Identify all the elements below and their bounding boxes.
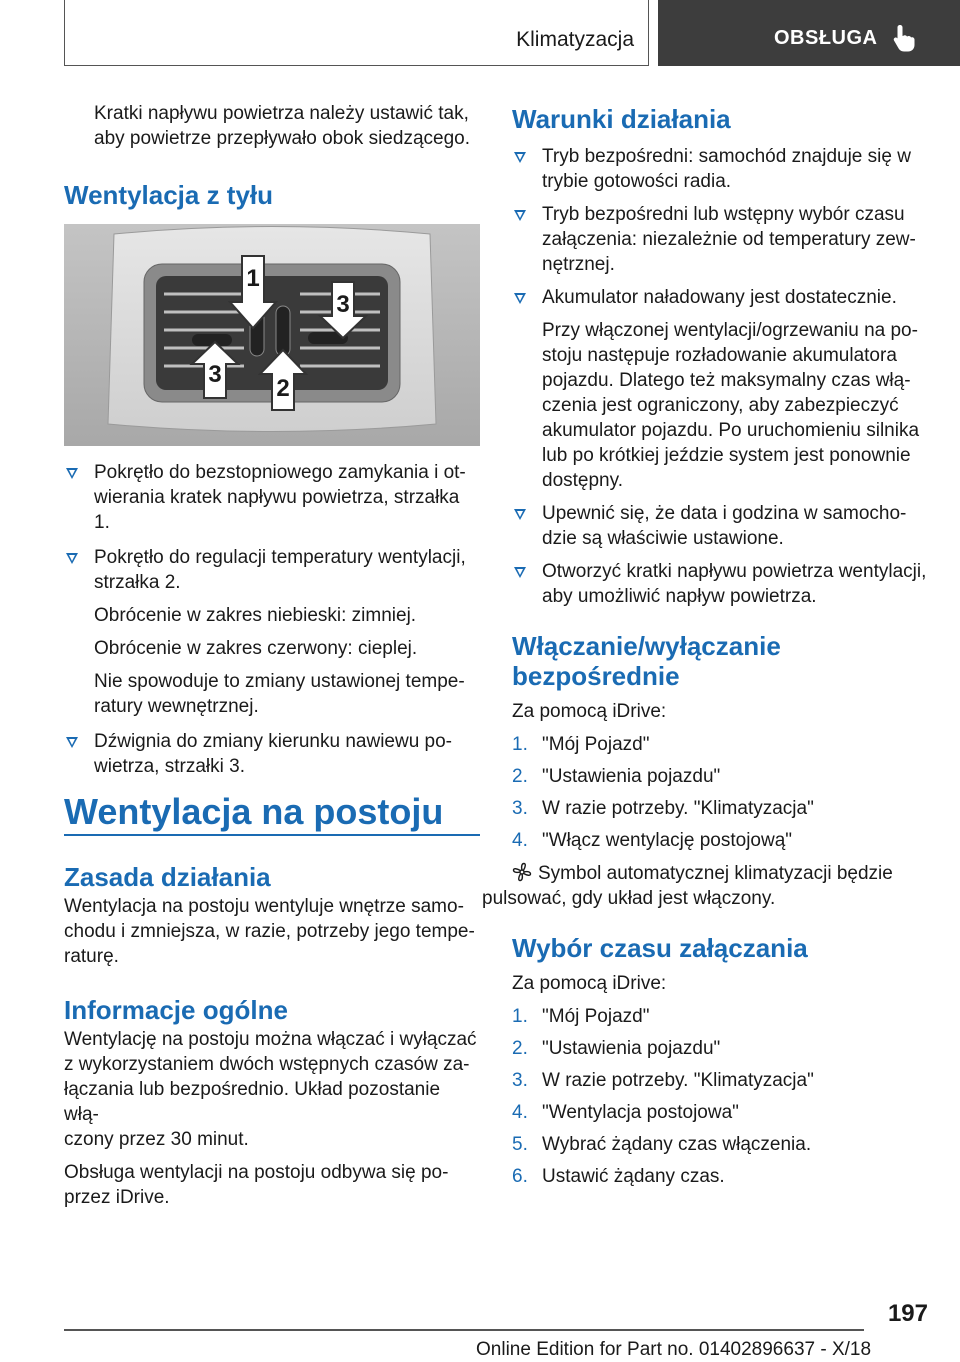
symbol-paragraph <box>482 861 927 911</box>
list-item <box>512 559 927 609</box>
text-line: Przy włączonej wentylacji/ogrzewaniu na po- <box>542 320 918 341</box>
steps-list-timer <box>512 1004 927 1189</box>
sub-paragraph <box>64 669 480 719</box>
steps-list-direct <box>512 732 927 853</box>
step-number: 4. <box>512 1102 528 1123</box>
list-item <box>64 460 480 535</box>
step-number: 6. <box>512 1166 528 1187</box>
heading-line: Włączanie/wyłączanie <box>512 631 781 661</box>
text-line: Otworzyć kratki napływu powietrza wentylacji, <box>542 561 927 582</box>
intro-paragraph <box>94 101 484 151</box>
triangle-bullet-icon <box>514 567 526 578</box>
list-item <box>512 732 927 757</box>
text-line: Kratki napływu powietrza należy ustawić tak, <box>94 103 469 124</box>
list-item <box>512 1068 927 1093</box>
triangle-bullet-icon <box>66 737 78 748</box>
text-line: chodu i zmniejsza, w razie, potrzeby jego tempe- <box>64 921 475 942</box>
text-line: trybie gotowości radia. <box>542 171 732 192</box>
text-line: raturę. <box>64 946 119 967</box>
via-idrive-label: Za pomocą iDrive: <box>512 973 667 994</box>
text-line: załączenia: niezależnie od temperatury zew- <box>542 229 916 250</box>
rear-vent-illustration <box>64 224 480 446</box>
text-line: Wentylację na postoju można włączać i wyłączać <box>64 1029 477 1050</box>
text-line: nętrznej. <box>542 254 615 275</box>
list-item <box>64 729 480 779</box>
right-column <box>482 104 927 1189</box>
text-line: Upewnić się, że data i godzina w samocho- <box>542 503 907 524</box>
list-item <box>64 545 480 595</box>
heading-timer: Wybór czasu załączania <box>512 933 808 963</box>
text-line: lub po krótkiej jeździe system jest ponownie <box>542 445 911 466</box>
step-number: 3. <box>512 1070 528 1091</box>
list-item <box>512 501 927 551</box>
triangle-bullet-icon <box>514 509 526 520</box>
text-line: Wentylacja na postoju wentyluje wnętrze samo- <box>64 896 464 917</box>
list-item <box>512 828 927 853</box>
list-item <box>512 1004 927 1029</box>
step-text: "Ustawienia pojazdu" <box>542 1038 721 1059</box>
text-line: ratury wewnętrznej. <box>94 696 259 717</box>
hand-pointer-icon <box>892 23 916 53</box>
step-text: "Mój Pojazd" <box>542 1006 650 1027</box>
footer-rule <box>64 1329 864 1331</box>
step-number: 1. <box>512 734 528 755</box>
triangle-bullet-icon <box>66 553 78 564</box>
heading-line: bezpośrednie <box>512 661 680 691</box>
step-number: 2. <box>512 1038 528 1059</box>
list-item <box>512 202 927 277</box>
header-section-box <box>64 0 649 66</box>
text-line: przez iDrive. <box>64 1187 170 1208</box>
list-item <box>512 285 927 310</box>
text-line: dzie są właściwie ustawione. <box>542 528 784 549</box>
triangle-bullet-icon <box>66 468 78 479</box>
triangle-bullet-icon <box>514 152 526 163</box>
left-column-list <box>64 460 480 779</box>
text-line: akumulator pojazdu. Po uruchomieniu silnika <box>542 420 920 441</box>
text-line: Akumulator naładowany jest dostatecznie. <box>542 287 897 308</box>
step-number: 1. <box>512 1006 528 1027</box>
page-number: 197 <box>887 1300 928 1327</box>
text-line: czony przez 30 minut. <box>64 1129 249 1150</box>
text-line: Pokrętło do bezstopniowego zamykania i ot- <box>94 462 466 483</box>
text-line: Obsługa wentylacji na postoju odbywa się po- <box>64 1162 449 1183</box>
text-line: stoju następuje rozładowanie akumulatora <box>542 345 897 366</box>
text-line: czenia jest ograniczony, aby zabezpieczyć <box>542 395 899 416</box>
list-item <box>512 1100 927 1125</box>
triangle-bullet-icon <box>514 293 526 304</box>
list-item <box>512 1036 927 1061</box>
figure-label-3b: 3 <box>208 361 222 388</box>
text-line: łączania lub bezpośrednio. Układ pozostanie włą- <box>64 1079 441 1125</box>
header-section-title: Klimatyzacja <box>516 28 634 51</box>
step-text: "Włącz wentylację postojową" <box>542 830 793 851</box>
text-line: Tryb bezpośredni lub wstępny wybór czasu <box>542 204 905 225</box>
text-line <box>512 861 927 886</box>
general-paragraph <box>64 1027 480 1152</box>
text-line: Tryb bezpośredni: samochód znajduje się w <box>542 146 911 167</box>
step-text: "Ustawienia pojazdu" <box>542 766 721 787</box>
step-text: Wybrać żądany czas włączenia. <box>542 1134 812 1155</box>
step-text: W razie potrzeby. "Klimatyzacja" <box>542 798 814 819</box>
heading-direct-switch <box>512 631 927 691</box>
principle-paragraph <box>64 894 480 969</box>
list-item <box>512 796 927 821</box>
step-number: 2. <box>512 766 528 787</box>
text-line: Dźwignia do zmiany kierunku nawiewu po- <box>94 731 453 752</box>
heading-parking-ventilation: Wentylacja na postoju <box>64 791 444 832</box>
text-line: Nie spowoduje to zmiany ustawionej tempe- <box>94 671 465 692</box>
list-item <box>512 764 927 789</box>
step-number: 4. <box>512 830 528 851</box>
left-column-lower <box>64 862 480 1210</box>
step-text: "Wentylacja postojowa" <box>542 1102 739 1123</box>
text-line: pulsować, gdy układ jest włączony. <box>482 888 776 909</box>
text-line: wierania kratek napływu powietrza, strzałka 1. <box>94 487 460 533</box>
step-number: 3. <box>512 798 528 819</box>
sub-paragraph <box>512 318 927 493</box>
step-text: Ustawić żądany czas. <box>542 1166 725 1187</box>
idrive-paragraph <box>64 1160 480 1210</box>
list-item <box>512 1132 927 1157</box>
heading-principle: Zasada działania <box>64 862 271 892</box>
heading-rear-ventilation: Wentylacja z tyłu <box>64 180 274 210</box>
text-line: Obrócenie w zakres niebieski: zimniej. <box>94 605 417 626</box>
text-line: strzałka 2. <box>94 572 181 593</box>
header-chapter-title: OBSŁUGA <box>774 26 878 49</box>
header-chapter-box <box>658 0 960 66</box>
fan-icon <box>512 862 532 882</box>
footer-edition: Online Edition for Part no. 01402896637 - X/18 <box>476 1339 872 1360</box>
symbol-text: Symbol automatycznej klimatyzacji będzie <box>538 863 893 884</box>
rear-vent-figure <box>64 224 480 446</box>
text-line: pojazdu. Dlatego też maksymalny czas włą- <box>542 370 911 391</box>
heading-rule <box>64 834 480 836</box>
heading-general-info: Informacje ogólne <box>64 995 288 1025</box>
step-text: "Mój Pojazd" <box>542 734 650 755</box>
heading-conditions: Warunki działania <box>512 104 731 134</box>
text-line: dostępny. <box>542 470 623 491</box>
text-line: Obrócenie w zakres czerwony: cieplej. <box>94 638 418 659</box>
step-text: W razie potrzeby. "Klimatyzacja" <box>542 1070 814 1091</box>
list-item <box>512 144 927 194</box>
text-line: aby umożliwić napływ powietrza. <box>542 586 817 607</box>
text-line: z wykorzystaniem dwóch wstępnych czasów za- <box>64 1054 470 1075</box>
figure-label-1: 1 <box>246 265 260 292</box>
list-item <box>512 1164 927 1189</box>
triangle-bullet-icon <box>514 210 526 221</box>
figure-label-2: 2 <box>276 375 290 402</box>
figure-label-3a: 3 <box>336 291 350 318</box>
text-line: Pokrętło do regulacji temperatury wentylacji, <box>94 547 466 568</box>
text-line: wietrza, strzałki 3. <box>94 756 245 777</box>
text-line: aby powietrze przepływało obok siedzącego. <box>94 128 470 149</box>
step-number: 5. <box>512 1134 528 1155</box>
via-idrive-label: Za pomocą iDrive: <box>512 701 667 722</box>
